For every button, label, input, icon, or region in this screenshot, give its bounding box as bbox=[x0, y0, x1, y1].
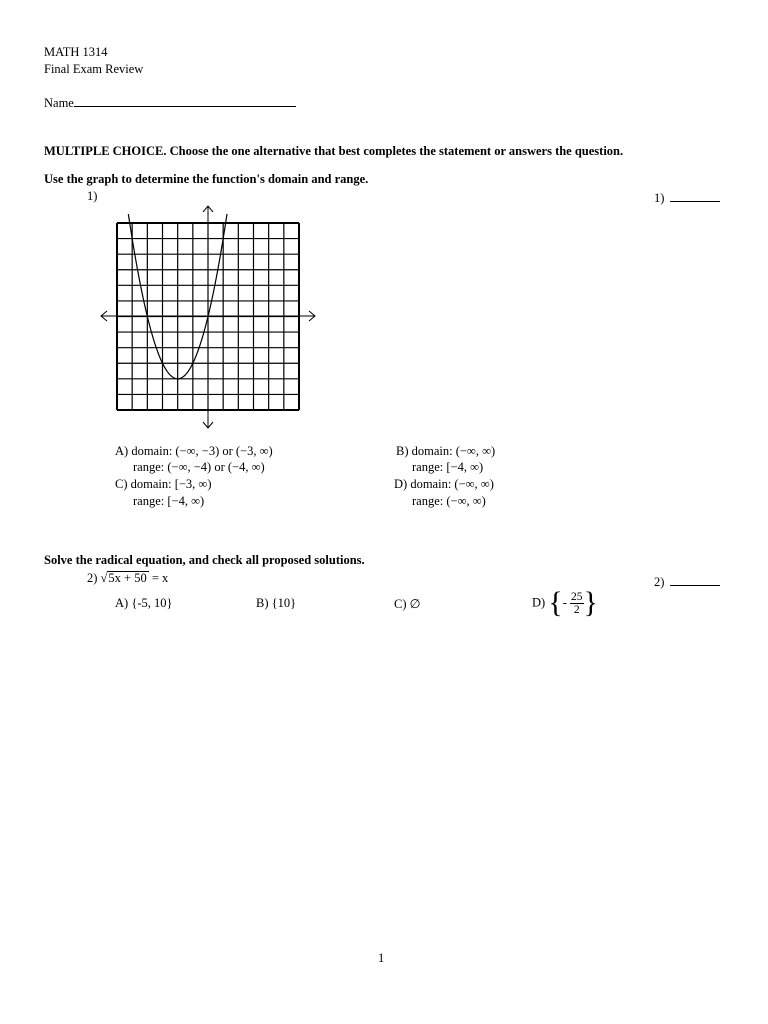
choice-text: {10} bbox=[271, 596, 297, 610]
q1-choice-c[interactable] bbox=[115, 477, 212, 492]
answer-2-blank[interactable] bbox=[670, 573, 720, 586]
document-title: Final Exam Review bbox=[44, 62, 144, 76]
q2-choice-b[interactable] bbox=[256, 596, 296, 611]
section2-heading: Solve the radical equation, and check all proposed solutions. bbox=[44, 553, 365, 567]
choice-letter: C) bbox=[394, 597, 407, 611]
q2-choice-d[interactable] bbox=[532, 588, 598, 618]
choice-letter: C) bbox=[115, 477, 128, 491]
name-label: Name bbox=[44, 96, 74, 110]
q1-choice-d[interactable] bbox=[394, 477, 494, 492]
choice-text: ∅ bbox=[409, 597, 421, 611]
choice-range: range: (−∞, −4) or (−4, ∞) bbox=[133, 460, 265, 474]
choice-letter: D) bbox=[532, 595, 546, 610]
q2-choice-c[interactable] bbox=[394, 596, 421, 612]
choice-domain: domain: (−∞, ∞) bbox=[411, 444, 496, 458]
question-2 bbox=[87, 571, 168, 586]
radical-sign-icon: √ bbox=[100, 571, 108, 585]
name-field bbox=[44, 94, 296, 111]
choice-domain: domain: (−∞, −3) or (−3, ∞) bbox=[131, 444, 273, 458]
name-blank[interactable] bbox=[74, 94, 296, 107]
answer-2-number: 2) bbox=[654, 575, 665, 589]
choice-domain: domain: [−3, ∞) bbox=[130, 477, 212, 491]
choice-letter: A) bbox=[115, 596, 129, 610]
equation-rhs: = x bbox=[151, 571, 169, 585]
choice-letter: B) bbox=[396, 444, 409, 458]
question-2-number: 2) bbox=[87, 571, 98, 585]
answer-2 bbox=[654, 573, 720, 590]
choice-letter: B) bbox=[256, 596, 269, 610]
choice-text: {-5, 10} bbox=[131, 596, 173, 610]
section1-heading: Use the graph to determine the function's domain and range. bbox=[44, 172, 369, 186]
fraction-denominator: 2 bbox=[573, 603, 580, 616]
fraction bbox=[570, 591, 584, 616]
course-code: MATH 1314 bbox=[44, 45, 108, 59]
right-brace-icon: } bbox=[583, 586, 598, 619]
choice-letter: A) bbox=[115, 444, 129, 458]
fraction-numerator: 25 bbox=[571, 590, 583, 603]
radical-expression bbox=[101, 571, 149, 586]
q1-choice-b[interactable] bbox=[396, 444, 495, 459]
left-brace-icon: { bbox=[548, 586, 563, 619]
choice-letter: D) bbox=[394, 477, 408, 491]
instructions: MULTIPLE CHOICE. Choose the one alternative that best completes the statement or answers the question. bbox=[44, 144, 624, 158]
choice-range: range: [−4, ∞) bbox=[412, 460, 484, 474]
answer-1-blank[interactable] bbox=[670, 189, 720, 202]
answer-1 bbox=[654, 189, 720, 206]
radicand: 5x + 50 bbox=[108, 571, 147, 585]
q2-choice-a[interactable] bbox=[115, 596, 173, 611]
page-number: 1 bbox=[378, 951, 385, 965]
choice-range: range: (−∞, ∞) bbox=[412, 494, 486, 508]
choice-domain: domain: (−∞, ∞) bbox=[410, 477, 494, 491]
fraction-sign: - bbox=[562, 595, 567, 610]
question-1-number: 1) bbox=[87, 189, 98, 203]
graph bbox=[95, 200, 325, 435]
answer-1-number: 1) bbox=[654, 191, 665, 205]
q1-choice-a[interactable] bbox=[115, 444, 273, 459]
choice-range: range: [−4, ∞) bbox=[133, 494, 205, 508]
